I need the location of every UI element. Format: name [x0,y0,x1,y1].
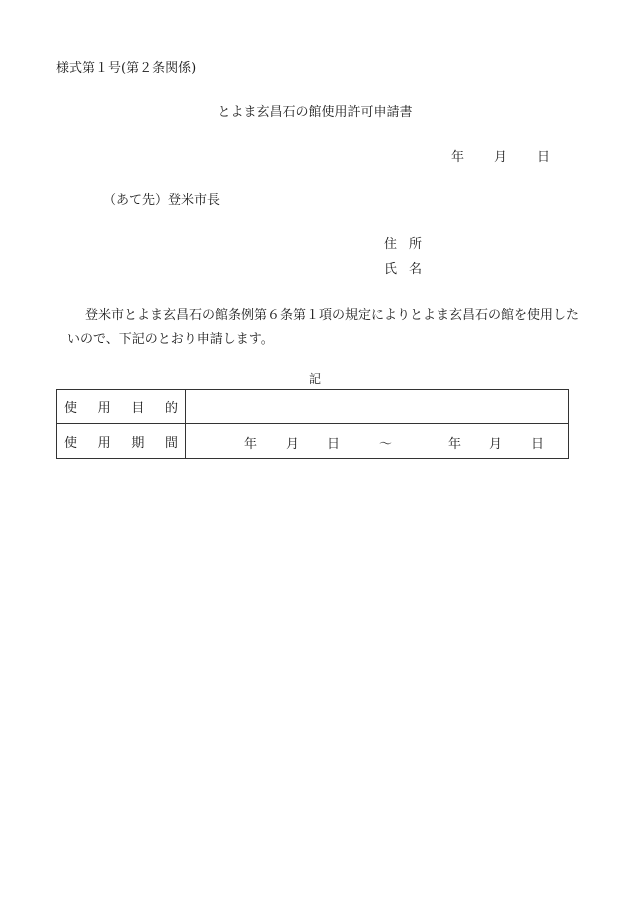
period-label-char-3: 期 [131,435,145,451]
period-separator: ～ [379,437,393,452]
name-label-char-1: 氏 [384,262,398,277]
date-month-label: 月 [494,150,508,165]
application-body-text: 登米市とよま玄昌石の館条例第６条第１項の規定によりとよま玄昌石の館を使用したいので、下記のとおり申請します。 [67,308,580,347]
usage-purpose-row [57,390,569,424]
addressee: （あて先）登米市長 [103,193,221,208]
period-label-char-4: 間 [164,435,178,451]
period-start-year: 年 [244,437,258,452]
purpose-label-char-2: 用 [97,401,111,416]
document-title: とよま玄昌石の館使用許可申請書 [217,105,413,120]
usage-table [56,389,569,459]
form-number: 様式第１号(第２条関係) [56,61,197,76]
address-label-char-1: 住 [384,237,398,252]
period-end-day: 日 [531,437,545,452]
usage-purpose-field[interactable] [186,390,569,424]
date-day-label: 日 [537,150,551,165]
usage-period-field[interactable] [186,424,569,459]
period-end-month: 月 [489,437,503,452]
period-start-month: 月 [286,437,300,452]
purpose-label-char-3: 目 [131,401,145,416]
ki-heading: 記 [308,372,321,386]
applicant-name-label [384,262,422,278]
address-label-char-2: 所 [409,237,423,252]
date-line [451,150,550,166]
purpose-label-char-1: 使 [64,401,78,416]
date-year-label: 年 [451,150,465,165]
usage-period-row [57,424,569,459]
period-label-char-2: 用 [97,435,111,451]
name-label-char-2: 名 [409,262,423,277]
purpose-label-char-4: 的 [164,401,178,416]
period-start-day: 日 [327,437,341,452]
applicant-address-label [384,237,422,253]
period-label-char-1: 使 [64,435,78,451]
usage-period-label [57,424,186,459]
period-end-year: 年 [448,437,462,452]
usage-purpose-label [57,390,186,424]
